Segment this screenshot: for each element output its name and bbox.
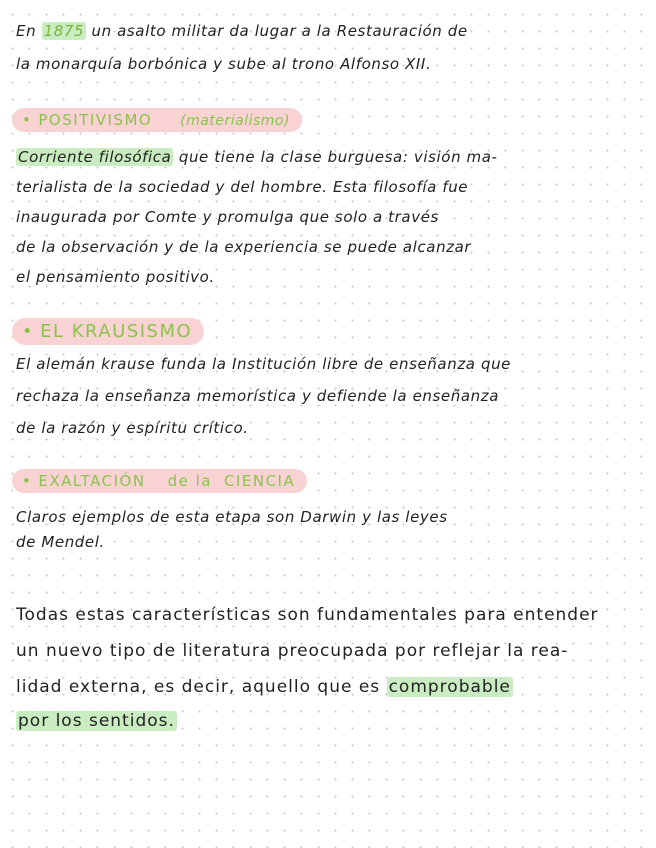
heading-word-3: CIENCIA — [223, 472, 296, 490]
heading-word-2: de la — [167, 472, 212, 490]
conclusion-line-4 — [16, 711, 177, 731]
positivismo-line-5: el pensamiento positivo. — [16, 268, 215, 286]
conclusion-line-2: un nuevo tipo de literatura preocupada por reflejar la rea- — [16, 641, 569, 661]
sentidos-highlight: por los sentidos. — [18, 711, 175, 731]
heading-krausismo — [12, 318, 204, 345]
intro-prefix: En — [16, 22, 37, 40]
year-highlight: 1875 — [43, 22, 85, 40]
intro-rest: un asalto militar da lugar a la Restauración de — [91, 22, 468, 40]
heading-bullet: • — [22, 111, 33, 129]
intro-line-2: la monarquía borbónica y sube al trono Alfonso XII. — [16, 55, 432, 73]
comprobable-highlight: comprobable — [388, 677, 511, 697]
positivismo-line-2: terialista de la sociedad y del hombre. Esta filosofía fue — [16, 178, 469, 196]
heading-word-1: EXALTACIÓN — [38, 472, 146, 490]
ciencia-line-2: de Mendel. — [16, 533, 105, 551]
positivismo-line-4: de la observación y de la experiencia se puede alcanzar — [16, 238, 472, 256]
heading-subtitle: (materialismo) — [180, 113, 290, 129]
positivismo-line-3: inaugurada por Comte y promulga que solo a través — [16, 208, 439, 226]
heading-ciencia — [12, 469, 307, 493]
heading-positivismo — [12, 108, 302, 132]
conclusion-line-3-text: lidad externa, es decir, aquello que es — [16, 677, 381, 697]
heading-title: POSITIVISMO — [38, 111, 153, 129]
ciencia-line-1: Claros ejemplos de esta etapa son Darwin y las leyes — [16, 508, 448, 526]
positivismo-line-1 — [16, 148, 498, 166]
heading-title: EL KRAUSISMO — [40, 321, 193, 342]
krausismo-line-3: de la razón y espíritu crítico. — [16, 419, 249, 437]
intro-line-1 — [16, 22, 468, 40]
term-highlight: Corriente filosófica — [18, 148, 172, 166]
positivismo-line-1-rest: que tiene la clase burguesa: visión ma- — [178, 148, 498, 166]
krausismo-line-2: rechaza la enseñanza memorística y defiende la enseñanza — [16, 387, 500, 405]
heading-bullet: • — [22, 321, 35, 342]
heading-bullet: • — [22, 472, 33, 490]
conclusion-line-3 — [16, 677, 513, 697]
conclusion-line-1: Todas estas características son fundamentales para entender — [16, 605, 599, 625]
krausismo-line-1: El alemán krause funda la Institución libre de enseñanza que — [16, 355, 512, 373]
